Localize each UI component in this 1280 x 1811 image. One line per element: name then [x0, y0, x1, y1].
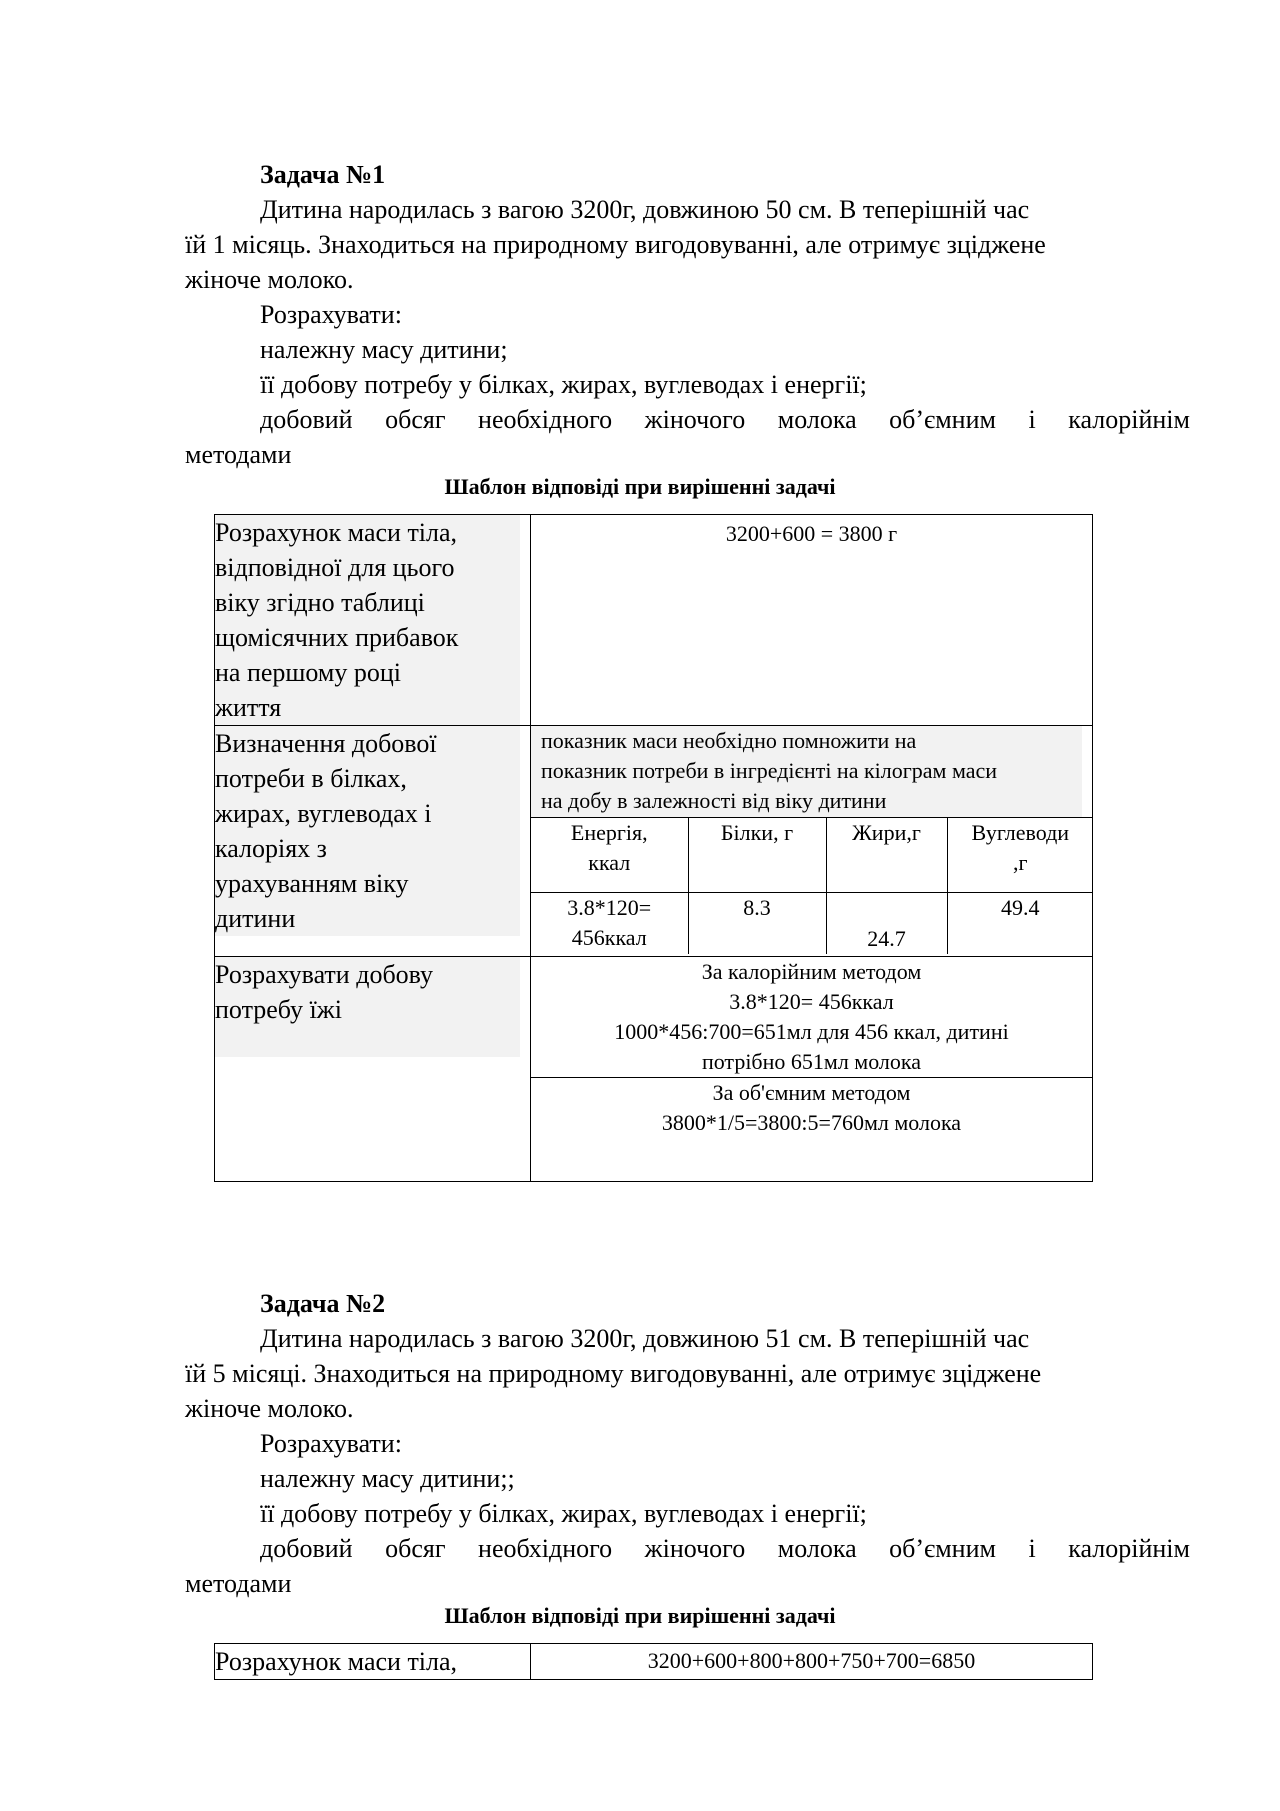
task1-item1: належну масу дитини;: [260, 335, 508, 364]
row-body-mass: [215, 515, 1093, 726]
header-carbs: Вуглеводи ,г: [947, 818, 1093, 893]
task1-answer-table: [214, 514, 1093, 1182]
task1-text-line3: жіноче молоко.: [185, 265, 354, 294]
task2-calc-label: Розрахувати:: [260, 1429, 402, 1458]
task1-text-line2: їй 1 місяць. Знаходиться на природному вигодовуванні, але отримує зціджене: [185, 230, 1046, 259]
task2-item1: належну масу дитини;;: [260, 1464, 515, 1493]
task2-title: Задача №2: [260, 1289, 386, 1318]
label-line: життя: [215, 693, 282, 722]
task2-text-line1: Дитина народилась з вагою 3200г, довжиною 51 см. В теперішній час: [260, 1324, 1030, 1353]
cell-volume-method: За об'ємним методом 3800*1/5=3800:5=760мл молока: [531, 1078, 1093, 1182]
row-body-mass: [215, 1644, 1093, 1680]
label-line: потребу їжі: [215, 995, 342, 1024]
value-protein: 8.3: [688, 893, 826, 954]
task2-text-line2: їй 5 місяці. Знаходиться на природному вигодовуванні, але отримує зціджене: [185, 1359, 1042, 1388]
task1-title: Задача №1: [260, 160, 386, 189]
nutrient-table: [531, 817, 1093, 954]
task1-item3-line2: методами: [185, 440, 292, 469]
label-line: Розрахувати добову: [215, 960, 434, 989]
task2-text-line3: жіноче молоко.: [185, 1394, 354, 1423]
header-protein: Білки, г: [688, 818, 826, 893]
need-note: показник маси необхідно помножити на показник потреби в інгредієнті на кілограм маси на добу в залежності від віку дитини: [531, 726, 1082, 817]
row-daily-need: [215, 726, 1093, 957]
label-line: калоріях з: [215, 834, 327, 863]
cell-caloric-method: За калорійним методом 3.8*120= 456ккал 1000*456:700=651мл для 456 ккал, дитині потрібно 651мл молока: [531, 957, 1093, 1078]
label-line: жирах, вуглеводах і: [215, 799, 432, 828]
cell-body-mass-label: Розрахунок маси тіла,: [215, 1644, 531, 1680]
cell-daily-need-content: [531, 726, 1093, 957]
label-line: відповідної для цього: [215, 553, 455, 582]
label-line: урахуванням віку: [215, 869, 409, 898]
nutrient-header-row: [531, 818, 1093, 893]
label-line: щомісячних прибавок: [215, 623, 459, 652]
task1-text-line1: Дитина народилась з вагою 3200г, довжиною 50 см. В теперішній час: [260, 195, 1030, 224]
task1-item2: її добову потребу у білках, жирах, вуглеводах і енергії;: [260, 370, 867, 399]
header-energy: Енергія, ккал: [531, 818, 688, 893]
cell-food-need-label: [215, 957, 531, 1182]
label-line: дитини: [215, 904, 296, 933]
label-line: Розрахунок маси тіла,: [215, 518, 458, 547]
cell-body-mass-label: [215, 515, 531, 726]
cell-body-mass-value: 3200+600+800+800+750+700=6850: [531, 1644, 1093, 1680]
task2-item3-line2: методами: [185, 1569, 292, 1598]
cell-daily-need-label: [215, 726, 531, 957]
nutrient-value-row: [531, 893, 1093, 954]
header-fat: Жири,г: [826, 818, 947, 893]
cell-body-mass-value: 3200+600 = 3800 г: [531, 515, 1093, 726]
label-line: віку згідно таблиці: [215, 588, 425, 617]
value-energy: 3.8*120= 456ккал: [531, 893, 688, 954]
task1-calc-label: Розрахувати:: [260, 300, 402, 329]
task2-item3-line1: добовий обсяг необхідного жіночого молока об’ємним і калорійнім: [260, 1534, 1190, 1563]
label-line: Визначення добової: [215, 729, 437, 758]
task1-item3-line1: добовий обсяг необхідного жіночого молока об’ємним і калорійнім: [260, 405, 1190, 434]
value-fat: 24.7: [826, 893, 947, 954]
task2-caption: Шаблон відповіді при вирішенні задачі: [444, 1603, 836, 1628]
value-carbs: 49.4: [947, 893, 1093, 954]
task2-answer-table: [214, 1643, 1093, 1680]
task2-item2: її добову потребу у білках, жирах, вуглеводах і енергії;: [260, 1499, 867, 1528]
label-line: на першому році: [215, 658, 402, 687]
label-line: потреби в білках,: [215, 764, 407, 793]
task1-caption: Шаблон відповіді при вирішенні задачі: [444, 474, 836, 499]
row-food-need: [215, 957, 1093, 1078]
